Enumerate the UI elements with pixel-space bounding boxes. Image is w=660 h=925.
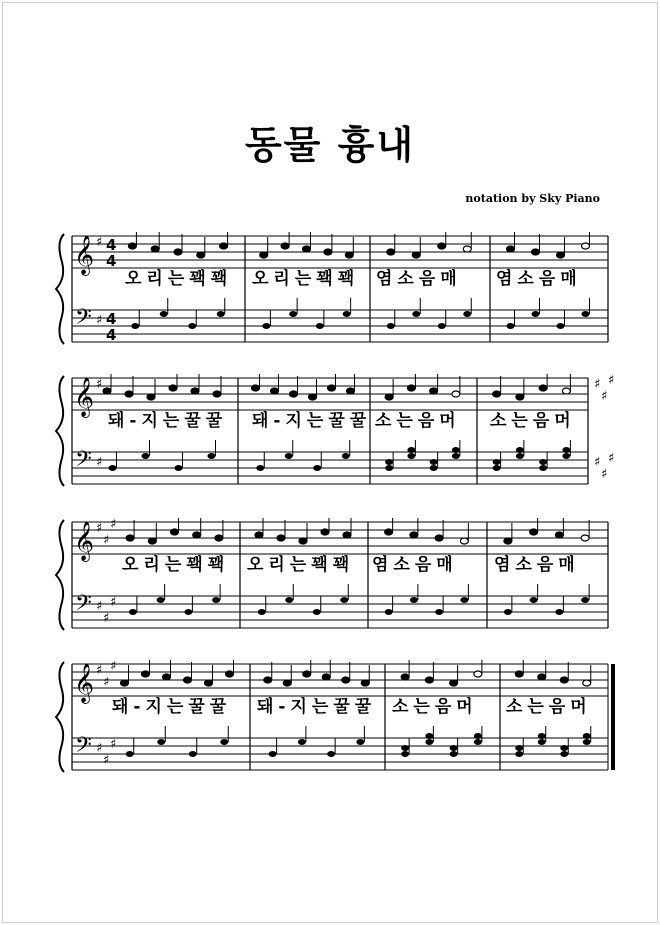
note-head <box>148 538 156 544</box>
note-head <box>313 465 321 471</box>
bass-clef-icon: 𝄢 <box>75 305 92 335</box>
note-head <box>309 394 317 400</box>
note-head <box>516 394 524 400</box>
note-head <box>450 745 458 751</box>
note-head <box>197 252 205 258</box>
staff-system-svg <box>0 232 660 382</box>
note-head <box>213 391 221 397</box>
note-head <box>299 538 307 544</box>
bass-clef-icon: 𝄢 <box>75 447 92 477</box>
note-head <box>515 745 523 751</box>
note-head <box>142 671 150 677</box>
note-head <box>289 311 297 317</box>
brace-icon <box>56 376 64 486</box>
note-head <box>532 311 540 317</box>
note-head <box>321 529 329 535</box>
note-head <box>538 739 546 745</box>
note-head <box>125 391 133 397</box>
note-head <box>555 609 563 615</box>
treble-clef-icon: 𝄞 <box>74 377 95 417</box>
note-head <box>557 252 565 258</box>
note-head <box>343 532 351 538</box>
sharp-icon: ♯ <box>103 533 110 548</box>
note-head <box>538 674 546 680</box>
lyric-text: 오리는꽥꽥 <box>125 269 233 289</box>
note-head <box>271 388 279 394</box>
note-head <box>493 459 501 465</box>
note-head <box>343 311 351 317</box>
note-head <box>174 249 182 255</box>
staff-system-svg <box>0 374 660 524</box>
sharp-icon: ♯ <box>96 741 103 756</box>
note-head <box>452 447 460 453</box>
note-head <box>157 739 165 745</box>
note-head <box>401 745 409 751</box>
note-head <box>322 674 330 680</box>
note-head <box>103 388 111 394</box>
note-head <box>212 597 220 603</box>
note-head <box>252 385 260 391</box>
note-head <box>126 751 134 757</box>
sharp-icon: ♯ <box>96 521 103 536</box>
lyric-text: 오리는꽥꽥 <box>122 555 230 575</box>
note-head <box>387 323 395 329</box>
note-head <box>189 751 197 757</box>
sharp-icon: ♯ <box>601 389 608 404</box>
lyric-text: 소는음머 <box>375 411 461 431</box>
note-head <box>504 538 512 544</box>
note-head <box>342 453 350 459</box>
brace-icon <box>56 520 64 630</box>
note-head <box>532 249 540 255</box>
note-head <box>269 751 277 757</box>
time-signature-digit: 4 <box>106 236 117 254</box>
note-head <box>562 388 570 394</box>
staff-system <box>0 518 660 668</box>
note-head <box>530 529 538 535</box>
note-head <box>430 465 438 471</box>
lyric-text: 소는음머 <box>506 697 592 717</box>
note-head <box>262 323 270 329</box>
note-head <box>581 597 589 603</box>
lyric-text: 돼-지는꿀꿀 <box>112 697 232 717</box>
bass-clef-icon: 𝄢 <box>75 591 92 621</box>
note-head <box>460 538 468 544</box>
note-head <box>129 609 137 615</box>
sharp-icon: ♯ <box>103 611 110 626</box>
note-head <box>435 609 443 615</box>
note-head <box>340 597 348 603</box>
note-head <box>560 677 568 683</box>
sharp-icon: ♯ <box>601 467 608 482</box>
note-head <box>285 597 293 603</box>
note-head <box>255 532 263 538</box>
note-head <box>539 385 547 391</box>
note-head <box>385 465 393 471</box>
note-head <box>208 453 216 459</box>
note-head <box>412 311 420 317</box>
time-signature-digit: 4 <box>106 252 117 270</box>
note-head <box>109 465 117 471</box>
time-signature-digit: 4 <box>106 326 117 344</box>
note-head <box>169 385 177 391</box>
note-head <box>385 609 393 615</box>
lyric-text: 돼-지는꿀꿀 <box>257 697 377 717</box>
note-head <box>328 385 336 391</box>
lyric-text: 소는음머 <box>392 697 478 717</box>
note-head <box>474 733 482 739</box>
note-head <box>557 323 565 329</box>
sharp-icon: ♯ <box>96 377 103 392</box>
note-head <box>256 465 264 471</box>
staff-system-svg <box>0 518 660 668</box>
note-head <box>412 252 420 258</box>
note-head <box>313 609 321 615</box>
note-head <box>410 597 418 603</box>
note-head <box>430 459 438 465</box>
note-head <box>515 751 523 757</box>
note-head <box>560 751 568 757</box>
sharp-icon: ♯ <box>96 599 103 614</box>
lyric-text: 돼-지는꿀꿀 <box>252 411 372 431</box>
note-head <box>361 680 369 686</box>
note-head <box>157 597 165 603</box>
note-head <box>217 311 225 317</box>
note-head <box>430 388 438 394</box>
note-head <box>560 745 568 751</box>
note-head <box>450 680 458 686</box>
note-head <box>175 465 183 471</box>
sharp-icon: ♯ <box>96 455 103 470</box>
note-head <box>171 529 179 535</box>
note-head <box>562 453 570 459</box>
note-head <box>258 609 266 615</box>
note-head <box>438 323 446 329</box>
note-head <box>407 453 415 459</box>
lyric-text: 염소음매 <box>376 269 462 289</box>
note-head <box>463 246 471 252</box>
treble-clef-icon: 𝄞 <box>74 521 95 561</box>
song-title: 동물 흉내 <box>244 123 416 167</box>
note-head <box>342 677 350 683</box>
note-head <box>205 680 213 686</box>
note-head <box>303 246 311 252</box>
note-head <box>452 453 460 459</box>
note-head <box>220 739 228 745</box>
note-head <box>356 739 364 745</box>
note-head <box>385 394 393 400</box>
note-head <box>128 243 136 249</box>
note-head <box>160 311 168 317</box>
note-head <box>290 391 298 397</box>
lyric-text: 소는음머 <box>490 411 576 431</box>
lyric-text: 오리는꽥꽥 <box>247 555 355 575</box>
sharp-icon: ♯ <box>594 377 601 392</box>
note-head <box>493 465 501 471</box>
sharp-icon: ♯ <box>110 595 117 610</box>
note-head <box>385 459 393 465</box>
note-head <box>562 447 570 453</box>
bass-clef-icon: 𝄢 <box>75 733 92 763</box>
sharp-icon: ♯ <box>103 675 110 690</box>
note-head <box>539 465 547 471</box>
note-head <box>387 249 395 255</box>
note-head <box>583 733 591 739</box>
note-head <box>530 597 538 603</box>
note-head <box>425 733 433 739</box>
note-head <box>316 323 324 329</box>
brace-icon <box>56 234 64 344</box>
staff-system-svg <box>0 660 660 810</box>
sharp-icon: ♯ <box>608 451 615 466</box>
note-head <box>303 671 311 677</box>
note-head <box>226 671 234 677</box>
lyric-text: 오리는꽥꽥 <box>252 269 360 289</box>
note-head <box>151 246 159 252</box>
note-head <box>583 739 591 745</box>
sharp-icon: ♯ <box>594 455 601 470</box>
note-head <box>298 739 306 745</box>
lyric-text: 돼-지는꿀꿀 <box>108 411 228 431</box>
note-head <box>438 243 446 249</box>
note-head <box>163 674 171 680</box>
sharp-icon: ♯ <box>110 518 117 532</box>
note-head <box>324 249 332 255</box>
note-head <box>407 447 415 453</box>
note-head <box>385 529 393 535</box>
lyric-text: 염소음매 <box>494 555 580 575</box>
note-head <box>507 323 515 329</box>
staff-system <box>0 232 660 382</box>
note-head <box>474 671 482 677</box>
sharp-icon: ♯ <box>608 374 615 388</box>
note-head <box>281 243 289 249</box>
note-head <box>516 447 524 453</box>
note-head <box>121 680 129 686</box>
notation-credit: notation by Sky Piano <box>465 192 600 205</box>
note-head <box>126 535 134 541</box>
note-head <box>345 252 353 258</box>
note-head <box>401 674 409 680</box>
note-head <box>463 311 471 317</box>
sharp-icon: ♯ <box>103 753 110 768</box>
note-head <box>191 388 199 394</box>
note-head <box>410 532 418 538</box>
note-head <box>215 535 223 541</box>
brace-icon <box>56 662 64 772</box>
note-head <box>260 252 268 258</box>
note-head <box>583 680 591 686</box>
lyric-text: 염소음매 <box>372 555 458 575</box>
note-head <box>504 609 512 615</box>
note-head <box>220 243 228 249</box>
note-head <box>264 677 272 683</box>
note-head <box>555 532 563 538</box>
note-head <box>493 391 501 397</box>
staff-system <box>0 374 660 524</box>
sharp-icon: ♯ <box>96 313 103 328</box>
note-head <box>581 535 589 541</box>
sharp-icon: ♯ <box>110 737 117 752</box>
final-barline <box>611 664 615 770</box>
note-head <box>277 535 285 541</box>
note-head <box>407 385 415 391</box>
note-head <box>435 535 443 541</box>
note-head <box>188 323 196 329</box>
treble-clef-icon: 𝄞 <box>74 235 95 275</box>
note-head <box>184 677 192 683</box>
note-head <box>184 609 192 615</box>
note-head <box>285 453 293 459</box>
sharp-icon: ♯ <box>110 660 117 674</box>
note-head <box>425 739 433 745</box>
note-head <box>516 453 524 459</box>
note-head <box>283 680 291 686</box>
staff-system <box>0 660 660 810</box>
note-head <box>142 453 150 459</box>
note-head <box>327 751 335 757</box>
note-head <box>582 311 590 317</box>
note-head <box>401 751 409 757</box>
sharp-icon: ♯ <box>96 663 103 678</box>
note-head <box>474 739 482 745</box>
note-head <box>450 751 458 757</box>
note-head <box>347 388 355 394</box>
note-head <box>507 246 515 252</box>
note-head <box>515 671 523 677</box>
sharp-icon: ♯ <box>96 235 103 250</box>
note-head <box>460 597 468 603</box>
note-head <box>538 733 546 739</box>
note-head <box>582 243 590 249</box>
lyric-text: 염소음매 <box>496 269 582 289</box>
note-head <box>425 677 433 683</box>
treble-clef-icon: 𝄞 <box>74 663 95 703</box>
note-head <box>131 323 139 329</box>
note-head <box>539 459 547 465</box>
note-head <box>193 532 201 538</box>
note-head <box>452 391 460 397</box>
note-head <box>147 394 155 400</box>
time-signature-digit: 4 <box>106 310 117 328</box>
